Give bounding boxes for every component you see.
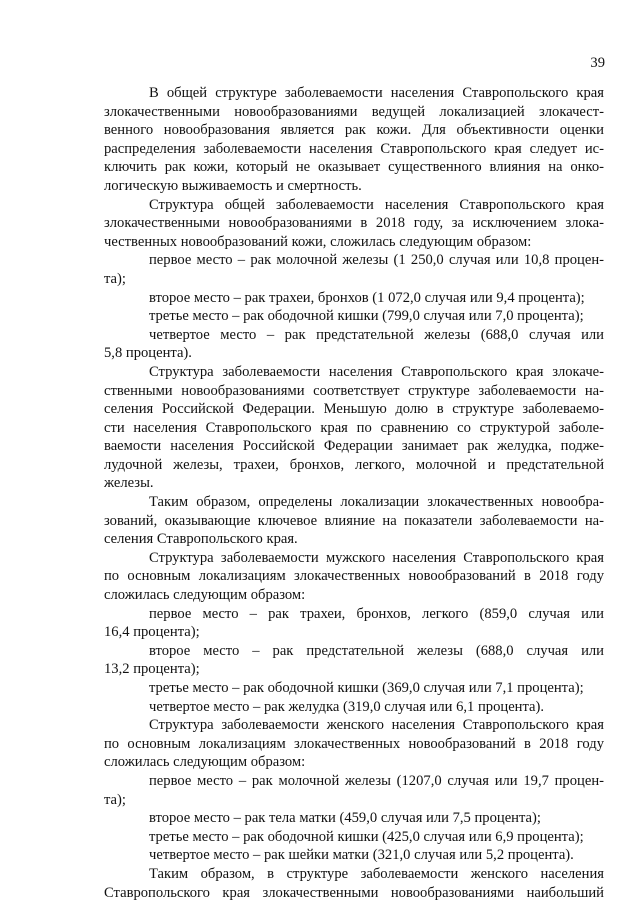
text-line: сти населения Ставропольского края по сравнению со структурой заболе- — [104, 419, 604, 436]
text-line: четвертое место – рак предстательной железы (688,0 случая или — [149, 326, 604, 343]
text-line: распределения заболеваемости населения Ставропольского края следует ис- — [104, 140, 604, 157]
text-line: логическую выживаемость и смертность. — [104, 177, 362, 194]
text-line: сложилась следующим образом: — [104, 754, 306, 771]
text-line: венного новообразования является рак кожи. Для объективности оценки — [104, 122, 604, 139]
text-line: второе место – рак предстательной железы (688,0 случая или — [149, 642, 604, 659]
text-line: Ставропольского края злокачественными новообразованиями наибольший — [104, 884, 604, 901]
text-line: та); — [104, 791, 126, 808]
text-line: чественных новообразований кожи, сложилась следующим образом: — [104, 233, 532, 250]
text-line: 16,4 процента); — [104, 624, 200, 641]
text-line: третье место – рак ободочной кишки (369,0 случая или 7,1 процента); — [149, 680, 584, 696]
text-line: зований, оказывающие ключевое влияние на показатели заболеваемости на- — [104, 512, 604, 529]
text-line: третье место – рак ободочной кишки (799,0 случая или 7,0 процента); — [149, 308, 584, 325]
text-line: первое место – рак молочной железы (1207,0 случая или 19,7 процен- — [149, 772, 604, 789]
text-line: 13,2 процента); — [104, 661, 200, 678]
text-line: злокачественными новообразованиями ведущей локализацией злокачест- — [104, 103, 604, 120]
text-line: первое место – рак молочной железы (1 250,0 случая или 10,8 процен- — [149, 252, 604, 269]
text-line: второе место – рак трахеи, бронхов (1 072,0 случая или 9,4 процента); — [149, 289, 585, 306]
text-line: железы. — [104, 475, 154, 492]
text-line: третье место – рак ободочной кишки (425,0 случая или 6,9 процента); — [149, 828, 584, 845]
text-line: по основным локализациям злокачественных новообразований в 2018 году — [104, 568, 604, 585]
text-line: первое место – рак трахеи, бронхов, легкого (859,0 случая или — [149, 605, 604, 622]
text-line: ственными новообразованиями соответствует структуре заболеваемости на- — [104, 382, 604, 399]
text-line: четвертое место – рак шейки матки (321,0 случая или 5,2 процента). — [149, 847, 574, 864]
text-line: селения Российской Федерации. Меньшую долю в структуре заболеваемо- — [104, 401, 604, 418]
text-line: 5,8 процента). — [104, 345, 192, 362]
text-line: та); — [104, 270, 126, 287]
text-line: Структура общей заболеваемости населения Ставропольского края — [149, 196, 604, 213]
text-line: злокачественными новообразованиями в 2018 году, за исключением злока- — [104, 215, 604, 232]
text-line: лудочной железы, трахеи, бронхов, легкого, молочной и предстательной — [104, 456, 604, 473]
text-line: второе место – рак тела матки (459,0 случая или 7,5 процента); — [149, 810, 541, 827]
text-line: Таким образом, определены локализации злокачественных новообра- — [149, 494, 604, 511]
text-line: Структура заболеваемости мужского населения Ставропольского края — [149, 549, 604, 566]
text-line: Структура заболеваемости женского населения Ставропольского края — [149, 717, 604, 734]
text-line: по основным локализациям злокачественных новообразований в 2018 году — [104, 735, 604, 752]
text-line: сложилась следующим образом: — [104, 587, 306, 604]
text-line: Структура заболеваемости населения Ставропольского края злокаче- — [149, 363, 604, 380]
text-line: ключить рак кожи, который не оказывает существенного влияния на онко- — [104, 159, 604, 176]
text-line: ваемости населения Российской Федерации занимает рак желудка, подже- — [104, 438, 604, 455]
text-line: Таким образом, в структуре заболеваемости женского населения — [149, 865, 604, 882]
text-line: четвертое место – рак желудка (319,0 случая или 6,1 процента). — [149, 698, 545, 715]
text-line: селения Ставропольского края. — [104, 531, 298, 548]
document-body — [104, 84, 604, 902]
page-number: 39 — [590, 55, 605, 71]
text-line: В общей структуре заболеваемости населения Ставропольского края — [149, 85, 604, 101]
